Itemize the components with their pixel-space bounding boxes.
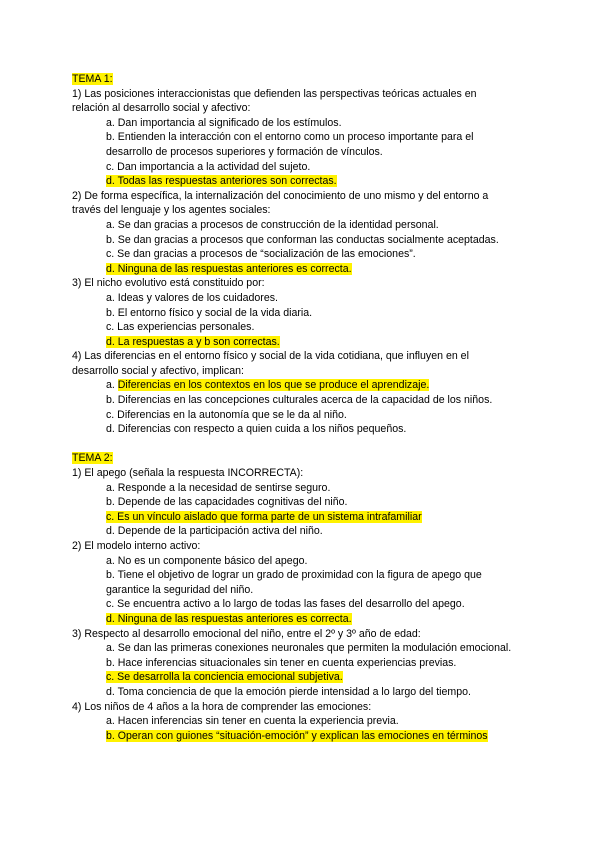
answer-option: c. Diferencias en la autonomía que se le da al niño. <box>106 408 347 421</box>
question-text: 2) El modelo interno activo: <box>72 540 201 552</box>
correct-answer-highlight: d. Todas las respuestas anteriores son correctas. <box>106 175 337 188</box>
answer-option: b. Diferencias en las concepciones culturales acerca de la capacidad de los niños. <box>106 394 493 407</box>
answer-option: c. Se encuentra activo a lo largo de todas las fases del desarrollo del apego. <box>106 598 465 611</box>
answer-option: c. Dan importancia a la actividad del sujeto. <box>106 160 311 173</box>
answer-option <box>106 262 512 277</box>
answer-option: b. Tiene el objetivo de lograr un grado de proximidad con la figura de apego que garantice la seguridad del niño. <box>106 569 482 596</box>
tema-title: TEMA 1: <box>72 73 113 85</box>
answer-option: a. Se dan las primeras conexiones neuronales que permiten la modulación emocional. <box>106 642 512 655</box>
answer-option: a. Hacen inferencias sin tener en cuenta la experiencia previa. <box>106 715 399 728</box>
question-text: 2) De forma específica, la internalización del conocimiento de uno mismo y del entorno a través del lenguaje y los agentes sociales: <box>72 189 489 217</box>
question-text: 1) El apego (señala la respuesta INCORRECTA): <box>72 467 304 480</box>
answer-option: d. Toma conciencia de que la emoción pierde intensidad a lo largo del tiempo. <box>106 685 471 698</box>
correct-answer-highlight: Diferencias en los contextos en los que se produce el aprendizaje. <box>117 379 430 392</box>
answer-option <box>106 612 512 627</box>
correct-answer-highlight: c. Es un vínculo aislado que forma parte de un sistema intrafamiliar <box>106 510 422 523</box>
answer-option <box>106 670 512 685</box>
answer-option: a. Ideas y valores de los cuidadores. <box>106 291 278 304</box>
question-text: 1) Las posiciones interaccionistas que defienden las perspectivas teóricas actuales en relación al desarrollo social y afectivo: <box>72 87 477 115</box>
question-text: 3) El nicho evolutivo está constituido por: <box>72 277 265 290</box>
answer-option: a. Dan importancia al significado de los estímulos. <box>106 116 342 129</box>
document-body <box>72 72 512 743</box>
answer-option: c. Las experiencias personales. <box>106 321 255 334</box>
correct-answer-highlight: c. Se desarrolla la conciencia emocional subjetiva. <box>106 671 343 684</box>
answer-option: b. Entienden la interacción con el entorno como un proceso importante para el desarrollo de procesos superiores y formación de vínculos. <box>106 131 474 158</box>
correct-answer-highlight: d. Ninguna de las respuestas anteriores es correcta. <box>106 262 352 275</box>
answer-option: a. Responde a la necesidad de sentirse seguro. <box>106 481 331 494</box>
answer-option: c. Se dan gracias a procesos de “socialización de las emociones”. <box>106 248 416 261</box>
question-text: 4) Los niños de 4 años a la hora de comprender las emociones: <box>72 700 372 713</box>
question-text: 3) Respecto al desarrollo emocional del niño, entre el 2º y 3º año de edad: <box>72 627 421 640</box>
tema-title: TEMA 2: <box>72 452 113 465</box>
answer-option: d. Depende de la participación activa del niño. <box>106 525 323 538</box>
correct-answer-highlight: d. Ninguna de las respuestas anteriores es correcta. <box>106 612 352 625</box>
answer-option <box>106 335 512 350</box>
answer-option <box>106 729 512 744</box>
answer-option: b. Hace inferencias situacionales sin tener en cuenta experiencias previas. <box>106 656 457 669</box>
answer-option: b. Depende de las capacidades cognitivas del niño. <box>106 496 348 509</box>
tema-section <box>72 451 512 743</box>
answer-option: a. No es un componente básico del apego. <box>106 554 308 567</box>
answer-option: b. Se dan gracias a procesos que conforman las conductas socialmente aceptadas. <box>106 233 499 246</box>
answer-option: d. Diferencias con respecto a quien cuida a los niños pequeños. <box>106 423 407 436</box>
answer-option: b. El entorno físico y social de la vida diaria. <box>106 306 313 319</box>
correct-answer-highlight: d. La respuestas a y b son correctas. <box>106 335 280 348</box>
answer-option <box>106 510 512 525</box>
question-text: 4) Las diferencias en el entorno físico y social de la vida cotidiana, que influyen en el desarrollo social y afectivo, implican: <box>72 350 469 377</box>
answer-option: a. Diferencias en los contextos en los que se produce el aprendizaje. <box>106 379 430 392</box>
answer-option: a. Se dan gracias a procesos de construcción de la identidad personal. <box>106 218 439 231</box>
correct-answer-highlight: b. Operan con guiones “situación-emoción” y explican las emociones en términos <box>106 729 488 742</box>
answer-option <box>106 174 512 189</box>
tema-section <box>72 72 512 437</box>
